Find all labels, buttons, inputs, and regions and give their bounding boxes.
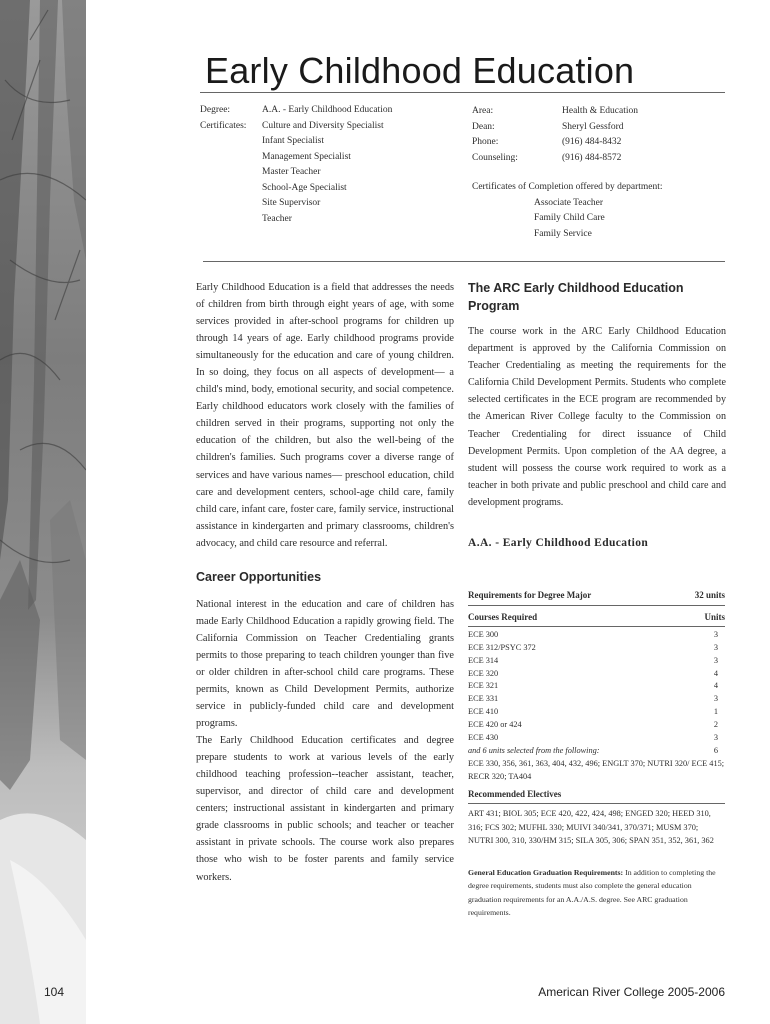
course-code: ECE 320: [468, 668, 499, 678]
ge-requirements-label: General Education Graduation Requirements:: [468, 867, 624, 877]
course-row: [468, 732, 725, 745]
counseling-value: (916) 484-8572: [562, 152, 622, 163]
course-units: 3: [713, 655, 719, 665]
course-code: ECE 300: [468, 630, 499, 639]
counseling-label: Counseling:: [472, 152, 518, 163]
course-code: ECE 420 or 424: [468, 719, 522, 729]
course-units: 3: [713, 694, 719, 704]
course-row: [468, 719, 725, 732]
forest-image: [0, 0, 86, 1024]
dean-label: Dean:: [472, 121, 495, 132]
degree-value: A.A. - Early Childhood Education: [262, 105, 393, 115]
counseling-row: [472, 151, 727, 167]
certificate-item: School-Age Specialist: [262, 182, 347, 193]
elective-select-units: 6: [713, 745, 719, 755]
ge-requirements-text: In addition to completing the degree requirements, students must also complete the general education graduation requirements for an A.A./A.S. degree. See ARC graduation requirements.: [468, 867, 716, 918]
course-units: 3: [713, 732, 719, 742]
certificates-label: Certificates:: [200, 120, 247, 131]
degree-row: [200, 103, 460, 119]
course-code: ECE 312/PSYC 372: [468, 642, 536, 652]
course-units: 4: [713, 668, 719, 678]
course-units: 2: [713, 719, 719, 729]
career-paragraph-1: National interest in the education and care of children has made Early Childhood Education a rapidly growing field. The California Commission on Teacher Credentialing grants permits to those preparing to teach children younger than five or older children in after-school child care programs. These permits, known as Child Development Permits, authorize service in publicly-funded child care and development programs.: [196, 598, 454, 730]
title-underline: [200, 92, 725, 93]
course-code: ECE 430: [468, 732, 499, 742]
right-column: [468, 279, 726, 549]
certificates-row: [200, 119, 460, 135]
certificate-item: Site Supervisor: [262, 198, 321, 208]
arc-program-heading: The ARC Early Childhood Education Program: [468, 281, 684, 313]
page-number: 104: [44, 985, 65, 999]
course-units: 3: [713, 642, 719, 652]
completion-intro: Certificates of Completion offered by department:: [472, 182, 663, 192]
recommended-electives-list: ART 431; BIOL 305; ECE 420, 422, 424, 498; ENGED 320; HEED 310, 316; FCS 302; MUFHL 330; MUIVI 340/341, 370/371; MUSM 370; NUTRI 300, 310, 330/HM 315; SILA 305, 306; SPAN 351, 352, 361, 362: [468, 809, 714, 846]
certificate-item: Management Specialist: [262, 151, 351, 162]
course-row: [468, 706, 725, 719]
completion-cert-item: Family Child Care: [534, 213, 605, 223]
requirements-units: 32 units: [694, 590, 725, 600]
arc-program-paragraph: The course work in the ARC Early Childhood Education department is approved by the California Commission on Teacher Credentialing as meeting the requirements for the California Child Development Permits. Students who complete selected certificates in the ECE program are recommended by the American River College faculty to the Commission on Teacher Credentialing for direct issuance of Child Development Permits. Upon completion of the AA degree, a student will possess the course work required to work as a teacher in both private and public preschool and child care and development programs.: [468, 326, 726, 508]
course-units: 4: [713, 681, 719, 691]
course-row: [468, 655, 725, 668]
elective-select-list: ECE 330, 356, 361, 363, 404, 432, 496; ENGLT 370; NUTRI 320/ ECE 415; RECR 320; TA404: [468, 759, 725, 782]
area-label: Area:: [472, 106, 494, 116]
degree-label: Degree:: [200, 105, 231, 115]
intro-paragraph: Early Childhood Education is a field that addresses the needs of children from birth through eight years of age, with some services provided in after-school programs for children up through 14 years of age. Early childhood programs provide simultaneously for the education and care of young children. In so doing, they focus on all aspects of development— a child's mind, body, emotional security, and social competence. Early childhood educators work closely with the families of children served in their programs, supporting not only the education of the children, but also the well-being of the children's families. Such programs cover a diverse range of services and have various names— preschool education, child care and development centers, school-age child care, family child care, infant care, foster care, family service, instructional assistance in kindergarten and primary classrooms, children's advocacy, and child care resource and referral.: [196, 282, 454, 549]
recommended-electives-label: Recommended Electives: [468, 789, 562, 800]
degree-requirements: [468, 590, 725, 920]
recommended-divider: [468, 803, 725, 804]
requirements-divider: [468, 605, 725, 606]
course-row: [468, 642, 725, 655]
career-paragraph-2: The Early Childhood Education certificates and degree prepare students to work at various levels of the early childhood teaching profession--teacher assistant, teacher, supervisor, and director of child care and development centers; instructional assistant in kindergarten and primary grade classrooms in public schools; and teacher or teacher assistant in private schools. The course work also prepares those who wish to be foster parents and family service workers.: [196, 735, 454, 883]
area-value: Health & Education: [562, 106, 638, 116]
area-row: [472, 104, 727, 120]
course-code: ECE 314: [468, 655, 499, 665]
courses-required-label: Courses Required: [468, 612, 538, 622]
units-label: Units: [704, 612, 725, 622]
footer-college: American River College 2005-2006: [538, 985, 725, 999]
course-row: [468, 693, 725, 706]
requirements-label: Requirements for Degree Major: [468, 590, 592, 600]
completion-cert-item: Associate Teacher: [534, 197, 604, 208]
requirements-header: [468, 590, 725, 600]
course-code: ECE 410: [468, 707, 499, 717]
dean-value: Sheryl Gessford: [562, 121, 624, 132]
course-row: [468, 629, 725, 642]
phone-row: [472, 135, 727, 151]
courses-divider: [468, 626, 725, 627]
certificate-item: Infant Specialist: [262, 136, 324, 146]
career-heading: Career Opportunities: [196, 569, 322, 584]
certificate-item: Master Teacher: [262, 167, 321, 177]
recommended-header: [468, 789, 725, 799]
program-info-right: [472, 104, 727, 242]
phone-value: (916) 484-8432: [562, 137, 622, 147]
program-info-left: [200, 103, 460, 227]
dean-row: [472, 120, 727, 136]
left-column: [196, 279, 454, 886]
info-divider: [203, 261, 725, 262]
course-row: [468, 680, 725, 693]
course-code: ECE 331: [468, 694, 499, 704]
ge-requirements: [468, 866, 725, 920]
page-title: Early Childhood Education: [205, 50, 635, 91]
elective-select-label: and 6 units selected from the following:: [468, 745, 600, 755]
decorative-forest-photo: [0, 0, 86, 1024]
elective-select-row: [468, 745, 725, 758]
phone-label: Phone:: [472, 137, 499, 147]
course-units: 3: [713, 630, 719, 639]
course-code: ECE 321: [468, 681, 499, 691]
courses-header: [468, 612, 725, 622]
certificate-item: Teacher: [262, 213, 292, 224]
degree-heading: A.A. - Early Childhood Education: [468, 537, 649, 550]
course-row: [468, 668, 725, 681]
certificate-item: Culture and Diversity Specialist: [262, 120, 384, 131]
course-units: 1: [713, 707, 719, 717]
completion-cert-item: Family Service: [534, 228, 592, 239]
